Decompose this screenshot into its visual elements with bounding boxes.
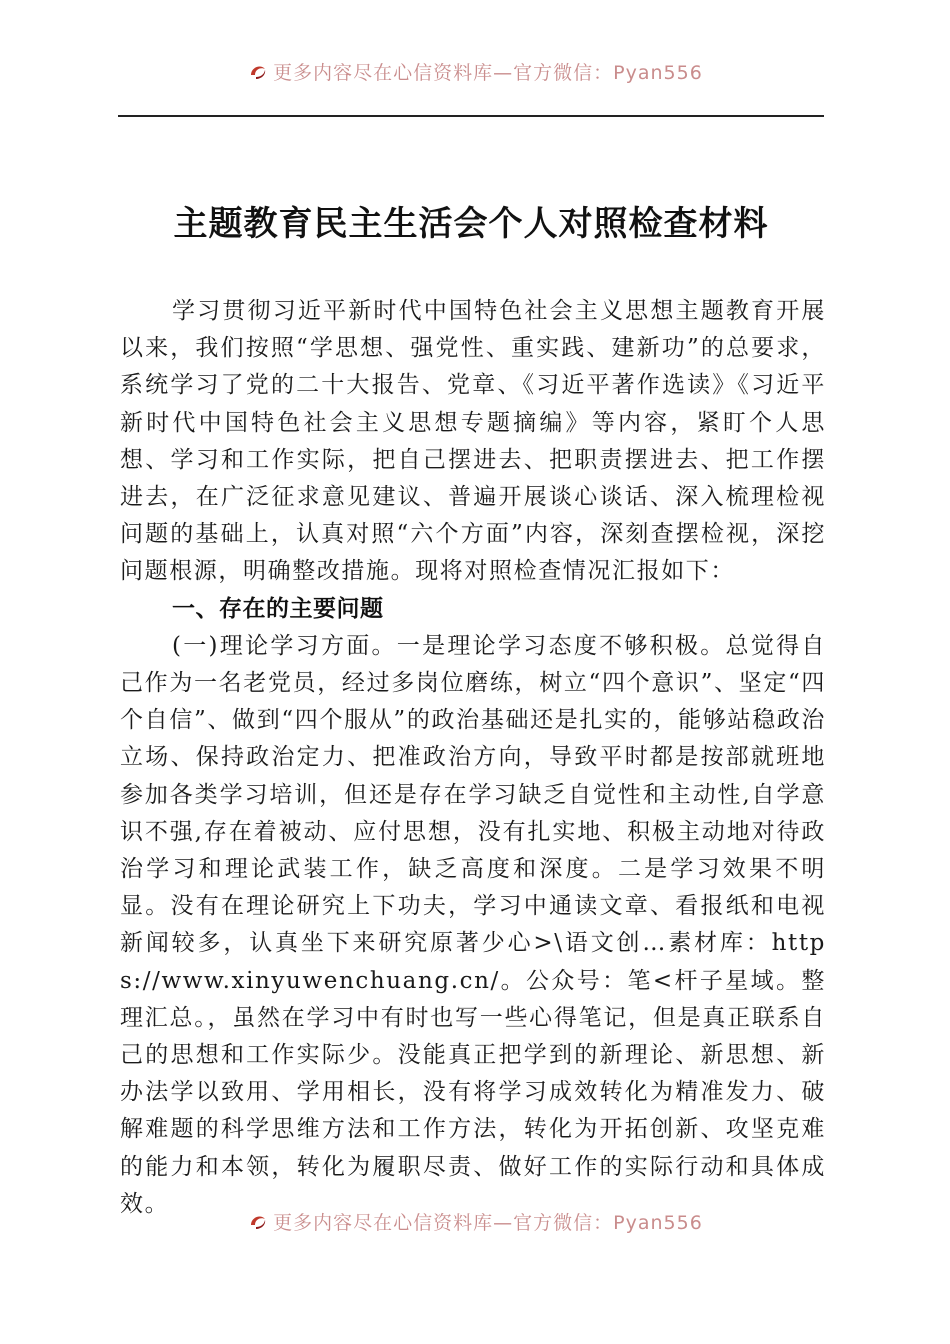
document-body <box>120 293 826 1223</box>
section-paragraph: (一)理论学习方面。一是理论学习态度不够积极。总觉得自己作为一名老党员，经过多岗位磨练，树立“四个意识”、坚定“四个自信”、做到“四个服从”的政治基础还是扎实的，能够站稳政治立场、保持政治定力、把准政治方向，导致平时都是按部就班地参加各类学习培训，但还是存在学习缺乏自觉性和主动性,自学意识不强,存在着被动、应付思想，没有扎实地、积极主动地对待政治学习和理论武装工作，缺乏高度和深度。二是学习效果不明显。没有在理论研究上下功夫，学习中通读文章、看报纸和电视新闻较多，认真坐下来研究原著少心>\语文创…素材库：https://www.xinyuwenchuang.cn/。公众号：笔<杆子星域。整理汇总。，虽然在学习中有时也写一些心得笔记，但是真正联系自己的思想和工作实际少。没能真正把学到的新理论、新思想、新办法学以致用、学用相长，没有将学习成效转化为精准发力、破解难题的科学思维方法和工作方法，转化为开拓创新、攻坚克难的能力和本领，转化为履职尽责、做好工作的实际行动和具体成效。 <box>120 632 826 1217</box>
watermark-bottom <box>0 1208 950 1235</box>
watermark-logo-icon <box>247 61 269 83</box>
document-title: 主题教育民主生活会个人对照检查材料 <box>173 204 769 244</box>
watermark-text: 更多内容尽在心信资料库—官方微信：Pyan556 <box>273 1212 703 1234</box>
watermark-text: 更多内容尽在心信资料库—官方微信：Pyan556 <box>273 62 703 84</box>
header-rule <box>118 115 824 117</box>
watermark-top <box>0 58 950 85</box>
section-heading: 一、存在的主要问题 <box>172 595 384 622</box>
watermark-logo-icon <box>247 1211 269 1233</box>
intro-paragraph: 学习贯彻习近平新时代中国特色社会主义思想主题教育开展以来，我们按照“学思想、强党性、重实践、建新功”的总要求，系统学习了党的二十大报告、党章、《习近平著作选读》《习近平新时代中国特色社会主义思想专题摘编》等内容，紧盯个人思想、学习和工作实际，把自己摆进去、把职责摆进去、把工作摆进去，在广泛征求意见建议、普遍开展谈心谈话、深入梳理检视问题的基础上，认真对照“六个方面”内容，深刻查摆检视，深挖问题根源，明确整改措施。现将对照检查情况汇报如下： <box>120 298 826 585</box>
